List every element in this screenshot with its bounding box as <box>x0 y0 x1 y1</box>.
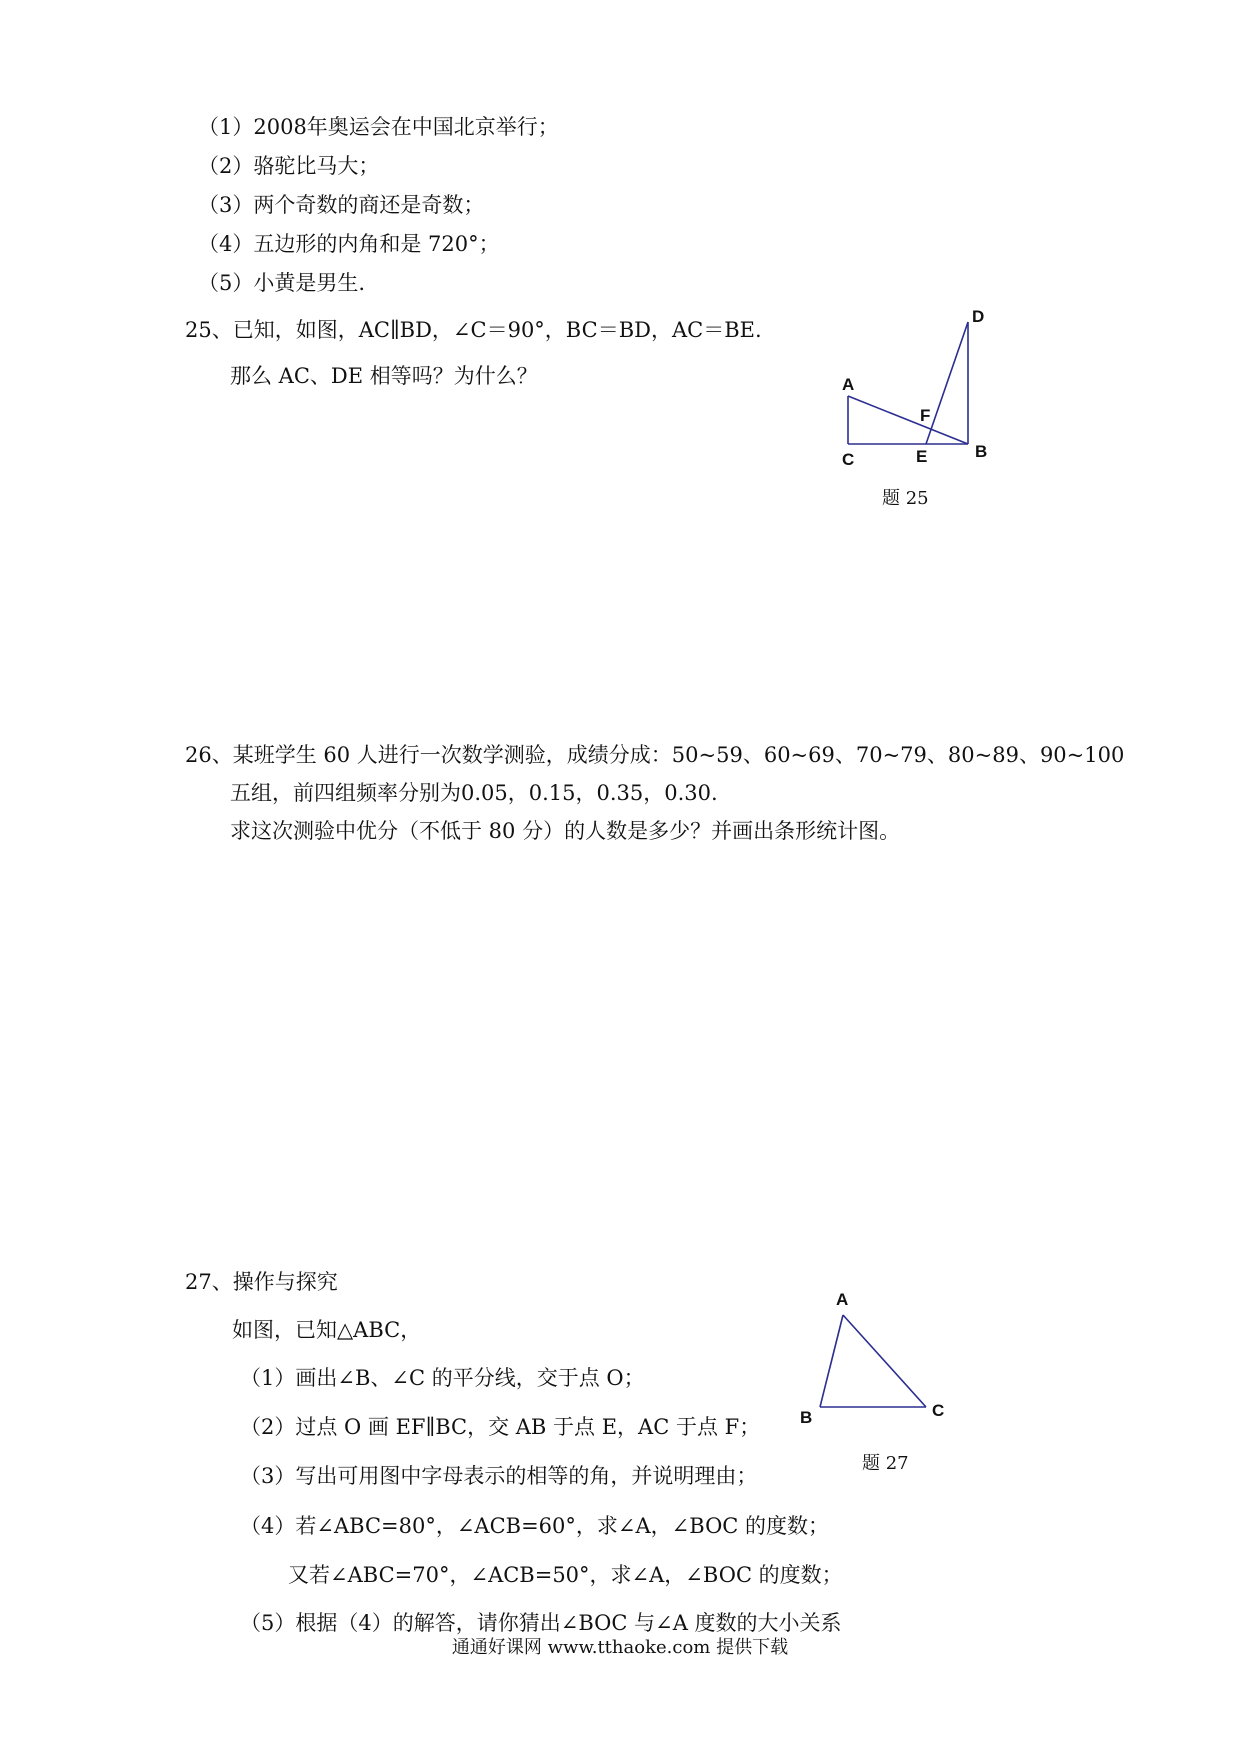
statement-5: （5）小黄是男生. <box>198 271 366 295</box>
q25-figure <box>820 298 1000 478</box>
label-c: C <box>932 1401 945 1420</box>
label-a: A <box>836 1290 849 1309</box>
label-c: C <box>842 450 855 469</box>
label-b: B <box>975 442 988 461</box>
segment-ac <box>843 1315 926 1407</box>
q27-title: 27、操作与探究 <box>185 1270 338 1294</box>
q27-item-1: （1）画出∠B、∠C 的平分线，交于点 O； <box>240 1366 645 1390</box>
statement-4: （4）五边形的内角和是 720°； <box>198 232 500 256</box>
label-d: D <box>972 307 985 326</box>
label-a: A <box>842 375 855 394</box>
q26-line3: 求这次测验中优分（不低于 80 分）的人数是多少？并画出条形统计图。 <box>230 819 901 843</box>
q25-line2: 那么 AC、DE 相等吗？为什么？ <box>230 364 538 388</box>
statement-2: （2）骆驼比马大； <box>198 154 380 178</box>
statement-3: （3）两个奇数的商还是奇数； <box>198 193 485 217</box>
q27-caption: 题 27 <box>862 1453 909 1474</box>
q27-intro: 如图，已知△ABC， <box>232 1318 422 1342</box>
segment-ab <box>820 1315 843 1407</box>
q27-item-4b: 又若∠ABC=70°，∠ACB=50°，求∠A，∠BOC 的度数； <box>288 1563 843 1587</box>
label-b: B <box>800 1408 813 1427</box>
page-footer: 通通好课网 www.tthaoke.com 提供下载 <box>451 1637 789 1658</box>
segment-ed <box>926 322 968 444</box>
segment-ab <box>848 396 968 444</box>
q27-item-5: （5）根据（4）的解答，请你猜出∠BOC 与∠A 度数的大小关系 <box>240 1611 842 1635</box>
statement-1: （1）2008年奥运会在中国北京举行； <box>198 115 559 139</box>
q26-line1: 26、某班学生 60 人进行一次数学测验，成绩分成：50~59、60~69、70~79、80~89、90~100 <box>185 743 1125 767</box>
q25-line1: 25、已知，如图，AC∥BD，∠C＝90°，BC＝BD，AC＝BE. <box>185 318 762 342</box>
label-e: E <box>916 447 928 466</box>
q27-item-4: （4）若∠ABC=80°，∠ACB=60°，求∠A，∠BOC 的度数； <box>240 1514 830 1538</box>
label-f: F <box>920 406 931 425</box>
q25-caption: 题 25 <box>882 488 929 509</box>
q27-figure <box>790 1282 970 1432</box>
q26-line2: 五组，前四组频率分别为0.05，0.15，0.35，0.30. <box>230 781 718 805</box>
q27-item-2: （2）过点 O 画 EF∥BC，交 AB 于点 E，AC 于点 F； <box>240 1415 761 1439</box>
q27-item-3: （3）写出可用图中字母表示的相等的角，并说明理由； <box>240 1464 758 1488</box>
